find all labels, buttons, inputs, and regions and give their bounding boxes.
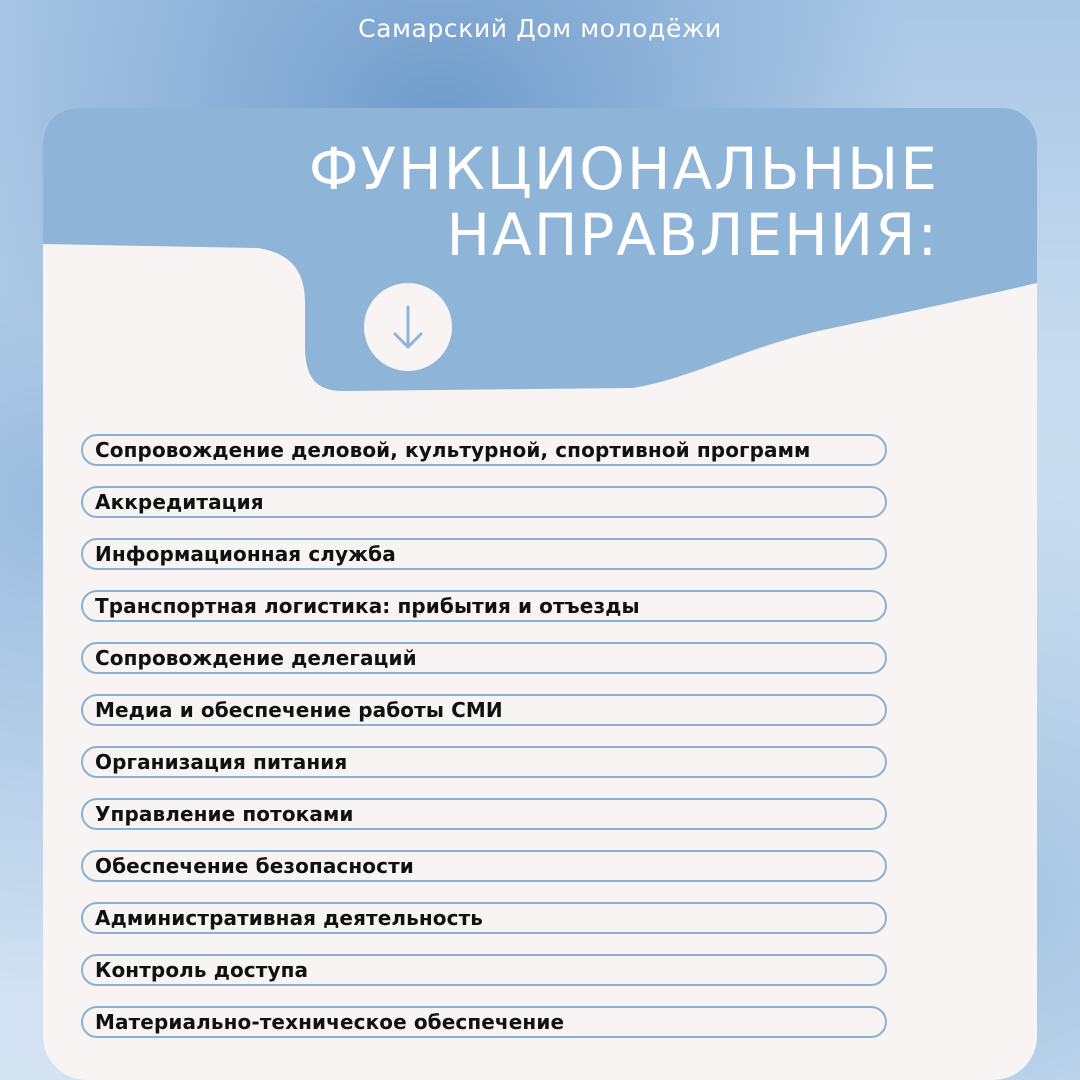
directions-list [81,434,887,1058]
list-item-label: Транспортная логистика: прибытия и отъезды [95,594,640,618]
list-item-label: Материально-техническое обеспечение [95,1010,565,1034]
list-item-label: Административная деятельность [95,906,484,930]
list-item-label: Контроль доступа [95,958,309,982]
list-item [81,486,887,518]
list-item [81,434,887,466]
list-item-label: Аккредитация [95,490,264,514]
list-item-label: Информационная служба [95,542,396,566]
list-item [81,954,887,986]
list-item-label: Сопровождение деловой, культурной, спортивной программ [95,438,811,462]
list-item [81,642,887,674]
list-item-label: Медиа и обеспечение работы СМИ [95,698,503,722]
list-item [81,538,887,570]
page-title [309,136,939,268]
list-item [81,746,887,778]
directions-card [43,108,1037,1080]
list-item-label: Обеспечение безопасности [95,854,414,878]
list-item [81,850,887,882]
list-item [81,798,887,830]
arrow-down-icon [364,283,452,371]
title-line-2: НАПРАВЛЕНИЯ: [446,201,939,269]
list-item-label: Управление потоками [95,802,354,826]
org-name: Самарский Дом молодёжи [358,14,722,43]
list-item [81,590,887,622]
title-line-1: ФУНКЦИОНАЛЬНЫЕ [308,135,939,203]
list-item [81,902,887,934]
list-item [81,694,887,726]
list-item-label: Организация питания [95,750,348,774]
list-item-label: Сопровождение делегаций [95,646,417,670]
scroll-down-button [364,283,452,371]
list-item [81,1006,887,1038]
